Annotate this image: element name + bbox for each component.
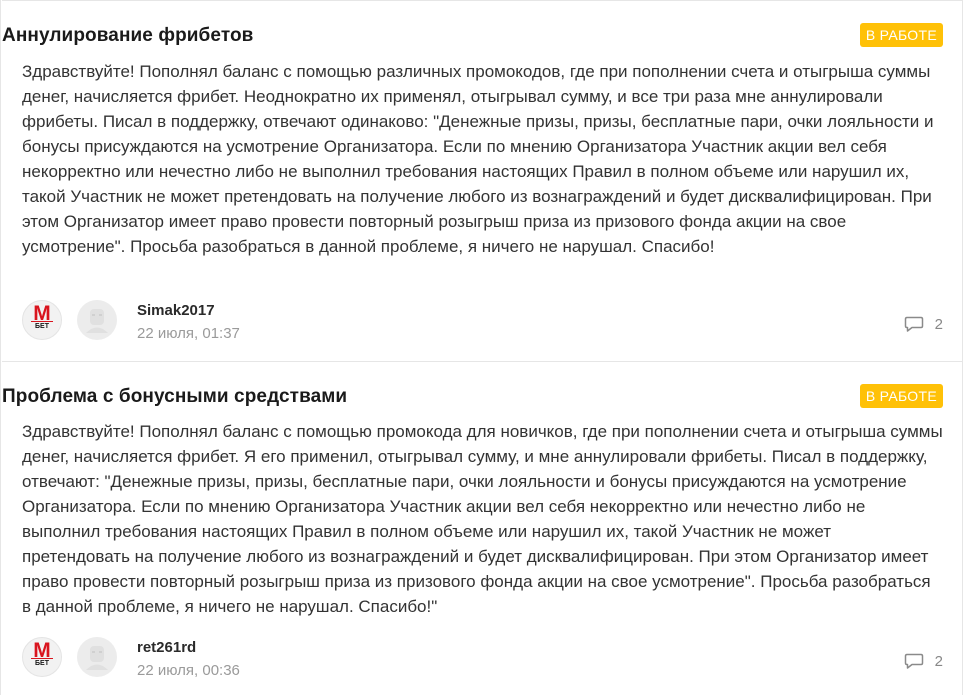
post-date: 22 июля, 01:37 <box>137 325 240 342</box>
complaint-title[interactable]: Проблема с бонусными средствами <box>2 386 348 407</box>
logo-letter: M <box>33 639 51 662</box>
complaint-footer <box>22 300 943 344</box>
logo-letter: M <box>33 302 51 325</box>
author-name[interactable]: Simak2017 <box>137 302 215 319</box>
comments-button[interactable] <box>904 651 943 671</box>
complaint-card <box>2 361 963 695</box>
complaint-footer <box>22 637 943 681</box>
complaint-card <box>2 0 963 361</box>
post-date: 22 июля, 00:36 <box>137 662 240 679</box>
comment-bubble-icon <box>904 652 924 670</box>
complaint-text: Здравствуйте! Пополнял баланс с помощью различных промокодов, где при пополнении счета и отыгрыша суммы денег, начисляется фрибет. Неоднократно их применял, отыгрывал сумму, и все три раза мне аннулировали фрибеты. Писал в поддержку, отвечают одинаково: "Денежные призы, призы, бесплатные пари, очки лояльности и бонусы присуждаются на усмотрение Организатора. Если по мнению Организатора Участник акции вел себя некорректно или нечестно либо не выполнил требования настоящих Правил в полном объеме или нарушил их, такой Участник не может претендовать на получение любого из вознаграждений и будет дисквалифицирован. При этом Организатор имеет право провести повторный розыгрыш приза из призового фонда акции на свое усмотрение". Просьба разобраться в данной проблеме, я ничего не нарушал. Спасибо! <box>22 62 934 256</box>
comments-count: 2 <box>934 652 943 670</box>
user-avatar-icon[interactable] <box>77 300 117 340</box>
logo-caption: БЕТ <box>31 658 53 668</box>
marathonbet-logo-icon[interactable] <box>22 300 62 340</box>
complaint-text: Здравствуйте! Пополнял баланс с помощью промокода для новичков, где при пополнении счета и отыгрыша суммы денег, начисляется фрибет. Я его применил, отыгрывал сумму, и мне аннулировали фрибеты. Писал в поддержку, отвечают: "Денежные призы, призы, бесплатные пари, очки лояльности и бонусы присуждаются на усмотрение Организатора. Если по мнению Организатора Участник акции вел себя некорректно или нечестно либо не выполнил требования настоящих Правил в полном объеме или нарушил их, такой Участник не может претендовать на получение любого из вознаграждений и будет дисквалифицирован. При этом Организатор имеет право провести повторный розыгрыш приза из призового фонда акции на свое усмотрение". Просьба разобраться в данной проблеме, я ничего не нарушал. Спасибо!" <box>22 422 943 616</box>
status-badge: В РАБОТЕ <box>860 384 943 408</box>
comment-bubble-icon <box>904 315 924 333</box>
user-avatar-icon[interactable] <box>77 637 117 677</box>
comments-button[interactable] <box>904 314 943 334</box>
complaint-title[interactable]: Аннулирование фрибетов <box>2 25 254 46</box>
comments-count: 2 <box>934 315 943 333</box>
logo-caption: БЕТ <box>31 321 53 331</box>
status-badge: В РАБОТЕ <box>860 23 943 47</box>
marathonbet-logo-icon[interactable] <box>22 637 62 677</box>
author-name[interactable]: ret261rd <box>137 639 197 656</box>
